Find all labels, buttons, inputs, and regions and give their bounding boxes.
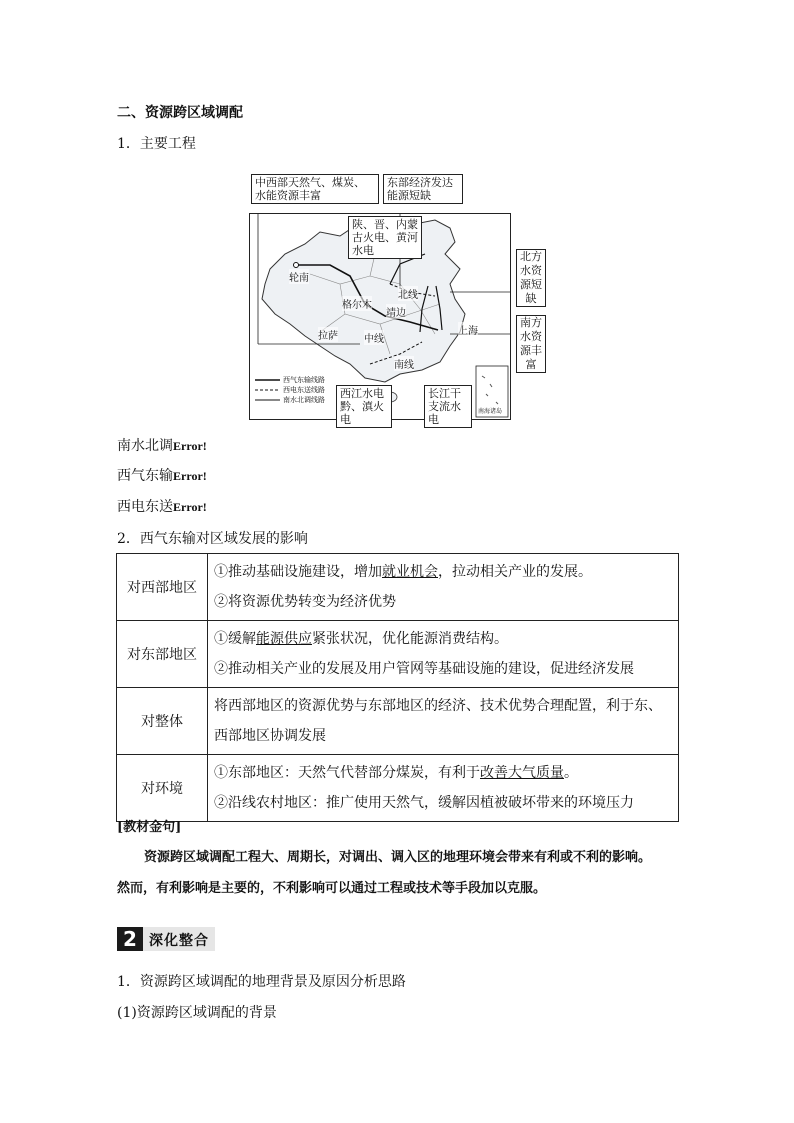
lunnan-point bbox=[294, 263, 299, 268]
callout-changjiang-power: 长江干支流水电 bbox=[424, 385, 472, 428]
row-label-env: 对环境 bbox=[117, 755, 208, 822]
callout-shaanxi-power: 陕、晋、内蒙古火电、黄河水电 bbox=[348, 216, 422, 259]
row-label-west: 对西部地区 bbox=[117, 554, 208, 621]
project-name: 西电东送 bbox=[117, 499, 173, 515]
deep-heading-1: 1．资源跨区域调配的地理背景及原因分析思路 bbox=[117, 974, 406, 990]
table-row bbox=[117, 621, 679, 688]
project-suffix: Error! bbox=[173, 500, 207, 514]
legend-power: 西电东送线路 bbox=[283, 386, 325, 394]
subsection-heading-projects: 1．主要工程 bbox=[117, 136, 196, 152]
section-heading: 二、资源跨区域调配 bbox=[117, 105, 243, 121]
project-line-power bbox=[117, 498, 207, 516]
label-geermu: 格尔木 bbox=[342, 296, 372, 311]
row-content-west bbox=[208, 554, 679, 621]
east-point-2: ②推动相关产业的发展及用户管网等基础设施的建设，促进经济发展 bbox=[214, 661, 634, 677]
project-line-water bbox=[117, 437, 207, 455]
env-point-1: ①东部地区：天然气代替部分煤炭，有利于改善大气质量。 bbox=[214, 765, 578, 781]
project-suffix: Error! bbox=[173, 469, 207, 483]
west-point-1: ①推动基础设施建设，增加就业机会，拉动相关产业的发展。 bbox=[214, 564, 592, 580]
project-name: 西气东输 bbox=[117, 468, 173, 484]
west-point-2: ②将资源优势转变为经济优势 bbox=[214, 594, 396, 610]
env-point-2: ②沿线农村地区：推广使用天然气，缓解因植被破坏带来的环境压力 bbox=[214, 795, 634, 811]
table-row bbox=[117, 688, 679, 755]
impact-table bbox=[116, 553, 679, 822]
golden-text-line-1: 资源跨区域调配工程大、周期长，对调出、调入区的地理环境会带来有利或不利的影响。 bbox=[144, 850, 652, 865]
row-content-whole: 将西部地区的资源优势与东部地区的经济、技术优势合理配置，利于东、西部地区协调发展 bbox=[208, 688, 679, 755]
china-resource-map bbox=[249, 213, 511, 426]
row-label-east: 对东部地区 bbox=[117, 621, 208, 688]
row-content-env bbox=[208, 755, 679, 822]
golden-text-line-2: 然而，有利影响是主要的，不利影响可以通过工程或技术等手段加以克服。 bbox=[117, 881, 547, 896]
legend-water: 南水北调线路 bbox=[283, 396, 325, 404]
project-name: 南水北调 bbox=[117, 438, 173, 454]
callout-east-shortage: 东部经济发达能源短缺 bbox=[383, 174, 463, 204]
row-content-east bbox=[208, 621, 679, 688]
row-label-whole: 对整体 bbox=[117, 688, 208, 755]
inset-label: 南海诸岛 bbox=[478, 408, 503, 415]
legend-gas: 西气东输线路 bbox=[283, 376, 325, 384]
callout-xijiang-power: 西江水电黔、滇火电 bbox=[336, 385, 392, 428]
label-beixian: 北线 bbox=[398, 286, 418, 301]
callout-north-water: 北方水资源短缺 bbox=[516, 249, 546, 307]
label-jingbian: 靖边 bbox=[386, 304, 406, 319]
project-line-gas bbox=[117, 467, 207, 485]
callout-south-water: 南方水资源丰富 bbox=[516, 315, 546, 373]
section-number: 2 bbox=[117, 927, 143, 951]
label-nanxian: 南线 bbox=[394, 356, 414, 371]
table-row bbox=[117, 554, 679, 621]
label-shanghai: 上海 bbox=[458, 322, 478, 337]
subsection-heading-impact: 2．西气东输对区域发展的影响 bbox=[117, 531, 308, 547]
section-badge bbox=[117, 927, 215, 951]
section-title: 深化整合 bbox=[149, 933, 209, 949]
label-zhongxian: 中线 bbox=[364, 330, 384, 345]
callout-west-resources: 中西部天然气、煤炭、水能资源丰富 bbox=[251, 174, 379, 204]
label-lhasa: 拉萨 bbox=[318, 327, 338, 342]
label-lunnan: 轮南 bbox=[289, 269, 309, 284]
golden-label: [教材金句] bbox=[117, 820, 182, 835]
project-suffix: Error! bbox=[173, 439, 207, 453]
deep-heading-2: (1)资源跨区域调配的背景 bbox=[117, 1005, 277, 1021]
table-row bbox=[117, 755, 679, 822]
east-point-1: ①缓解能源供应紧张状况，优化能源消费结构。 bbox=[214, 631, 508, 647]
